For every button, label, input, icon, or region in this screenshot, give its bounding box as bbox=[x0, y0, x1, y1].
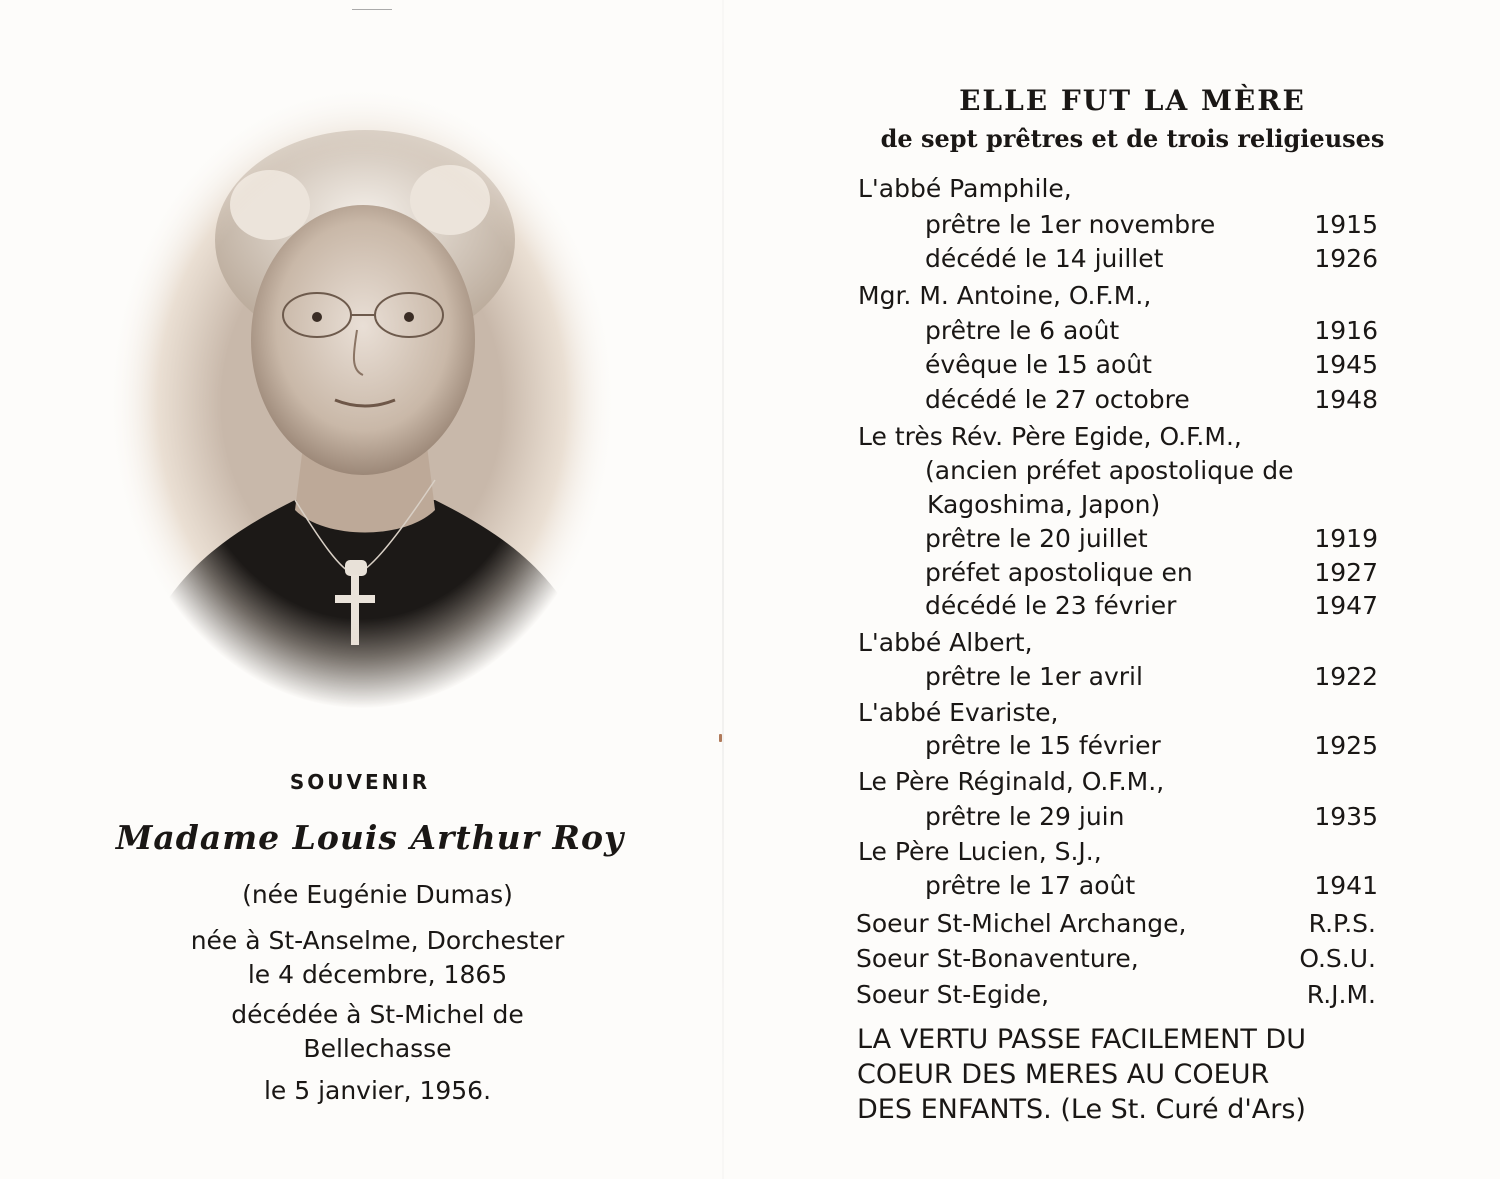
roster-line bbox=[925, 314, 1385, 348]
roster-event: prêtre le 20 juillet bbox=[925, 524, 1148, 553]
right-subheading: de sept prêtres et de trois religieuses bbox=[880, 124, 1385, 153]
right-heading: ELLE FUT LA MÈRE bbox=[959, 84, 1306, 117]
sister-order: R.J.M. bbox=[1306, 980, 1376, 1009]
death-place-line-2: Bellechasse bbox=[303, 1034, 452, 1063]
roster-year: 1925 bbox=[1314, 731, 1378, 760]
quote-line-2: COEUR DES MERES AU COEUR bbox=[857, 1059, 1270, 1090]
deceased-name: Madame Louis Arthur Roy bbox=[115, 818, 625, 857]
roster-line bbox=[925, 348, 1385, 382]
child-name: Le Père Réginald, O.F.M., bbox=[858, 767, 1165, 796]
sister-line bbox=[856, 942, 1376, 976]
roster-line bbox=[925, 869, 1385, 903]
roster-event: préfet apostolique en bbox=[925, 558, 1193, 587]
sister-order: O.S.U. bbox=[1299, 944, 1376, 973]
sister-name: Soeur St-Michel Archange, bbox=[856, 909, 1187, 938]
sister-name: Soeur St-Egide, bbox=[856, 980, 1050, 1009]
paper-mark bbox=[352, 9, 392, 10]
portrait-photo bbox=[105, 70, 620, 710]
roster-note: Kagoshima, Japon) bbox=[927, 490, 1161, 519]
death-info bbox=[150, 998, 605, 1066]
child-name: Mgr. M. Antoine, O.F.M., bbox=[858, 281, 1152, 310]
roster-year: 1935 bbox=[1314, 802, 1378, 831]
birth-date: le 4 décembre, 1865 bbox=[247, 960, 508, 989]
roster-year: 1947 bbox=[1314, 591, 1378, 620]
card-fold bbox=[722, 0, 724, 1179]
sister-name: Soeur St-Bonaventure, bbox=[856, 944, 1139, 973]
death-place-line-1: décédée à St-Michel de bbox=[231, 1000, 524, 1029]
birth-place: née à St-Anselme, Dorchester bbox=[190, 926, 565, 955]
roster-event: décédé le 23 février bbox=[925, 591, 1177, 620]
souvenir-heading: SOUVENIR bbox=[289, 770, 431, 794]
sister-line bbox=[856, 907, 1376, 941]
roster-note: (ancien préfet apostolique de bbox=[925, 456, 1294, 485]
roster-year: 1926 bbox=[1314, 244, 1378, 273]
child-name: Le Père Lucien, S.J., bbox=[858, 837, 1102, 866]
death-date: le 5 janvier, 1956. bbox=[263, 1076, 492, 1105]
roster-year: 1945 bbox=[1314, 350, 1378, 379]
roster-year: 1919 bbox=[1314, 524, 1378, 553]
roster-line bbox=[925, 589, 1385, 623]
child-name: L'abbé Albert, bbox=[858, 628, 1033, 657]
roster-event: décédé le 14 juillet bbox=[925, 244, 1164, 273]
roster-line bbox=[925, 383, 1385, 417]
sister-line bbox=[856, 978, 1376, 1012]
roster-event: prêtre le 29 juin bbox=[925, 802, 1125, 831]
roster-year: 1916 bbox=[1314, 316, 1378, 345]
roster-event: prêtre le 1er avril bbox=[925, 662, 1143, 691]
child-name: Le très Rév. Père Egide, O.F.M., bbox=[858, 422, 1242, 451]
roster-event: décédé le 27 octobre bbox=[925, 385, 1190, 414]
roster-line bbox=[925, 208, 1385, 242]
roster-line bbox=[925, 800, 1385, 834]
roster-event: prêtre le 17 août bbox=[925, 871, 1136, 900]
child-name: L'abbé Pamphile, bbox=[858, 174, 1072, 203]
roster-year: 1922 bbox=[1314, 662, 1378, 691]
roster-line bbox=[925, 242, 1385, 276]
child-name: L'abbé Evariste, bbox=[858, 698, 1059, 727]
quote-line-3: DES ENFANTS. (Le St. Curé d'Ars) bbox=[857, 1094, 1306, 1125]
roster-line bbox=[925, 556, 1385, 590]
roster-year: 1948 bbox=[1314, 385, 1378, 414]
maiden-name: (née Eugénie Dumas) bbox=[242, 880, 513, 909]
roster-year: 1915 bbox=[1314, 210, 1378, 239]
birth-info bbox=[150, 924, 605, 992]
paper-speck bbox=[719, 734, 722, 742]
roster-line bbox=[925, 729, 1385, 763]
roster-event: prêtre le 6 août bbox=[925, 316, 1120, 345]
sister-order: R.P.S. bbox=[1308, 909, 1376, 938]
roster-event: évêque le 15 août bbox=[925, 350, 1152, 379]
roster-year: 1941 bbox=[1314, 871, 1378, 900]
roster-event: prêtre le 15 février bbox=[925, 731, 1161, 760]
closing-quote bbox=[857, 1022, 1407, 1127]
roster-year: 1927 bbox=[1314, 558, 1378, 587]
quote-line-1: LA VERTU PASSE FACILEMENT DU bbox=[857, 1024, 1306, 1055]
roster-line bbox=[925, 660, 1385, 694]
roster-event: prêtre le 1er novembre bbox=[925, 210, 1216, 239]
roster-line bbox=[925, 522, 1385, 556]
